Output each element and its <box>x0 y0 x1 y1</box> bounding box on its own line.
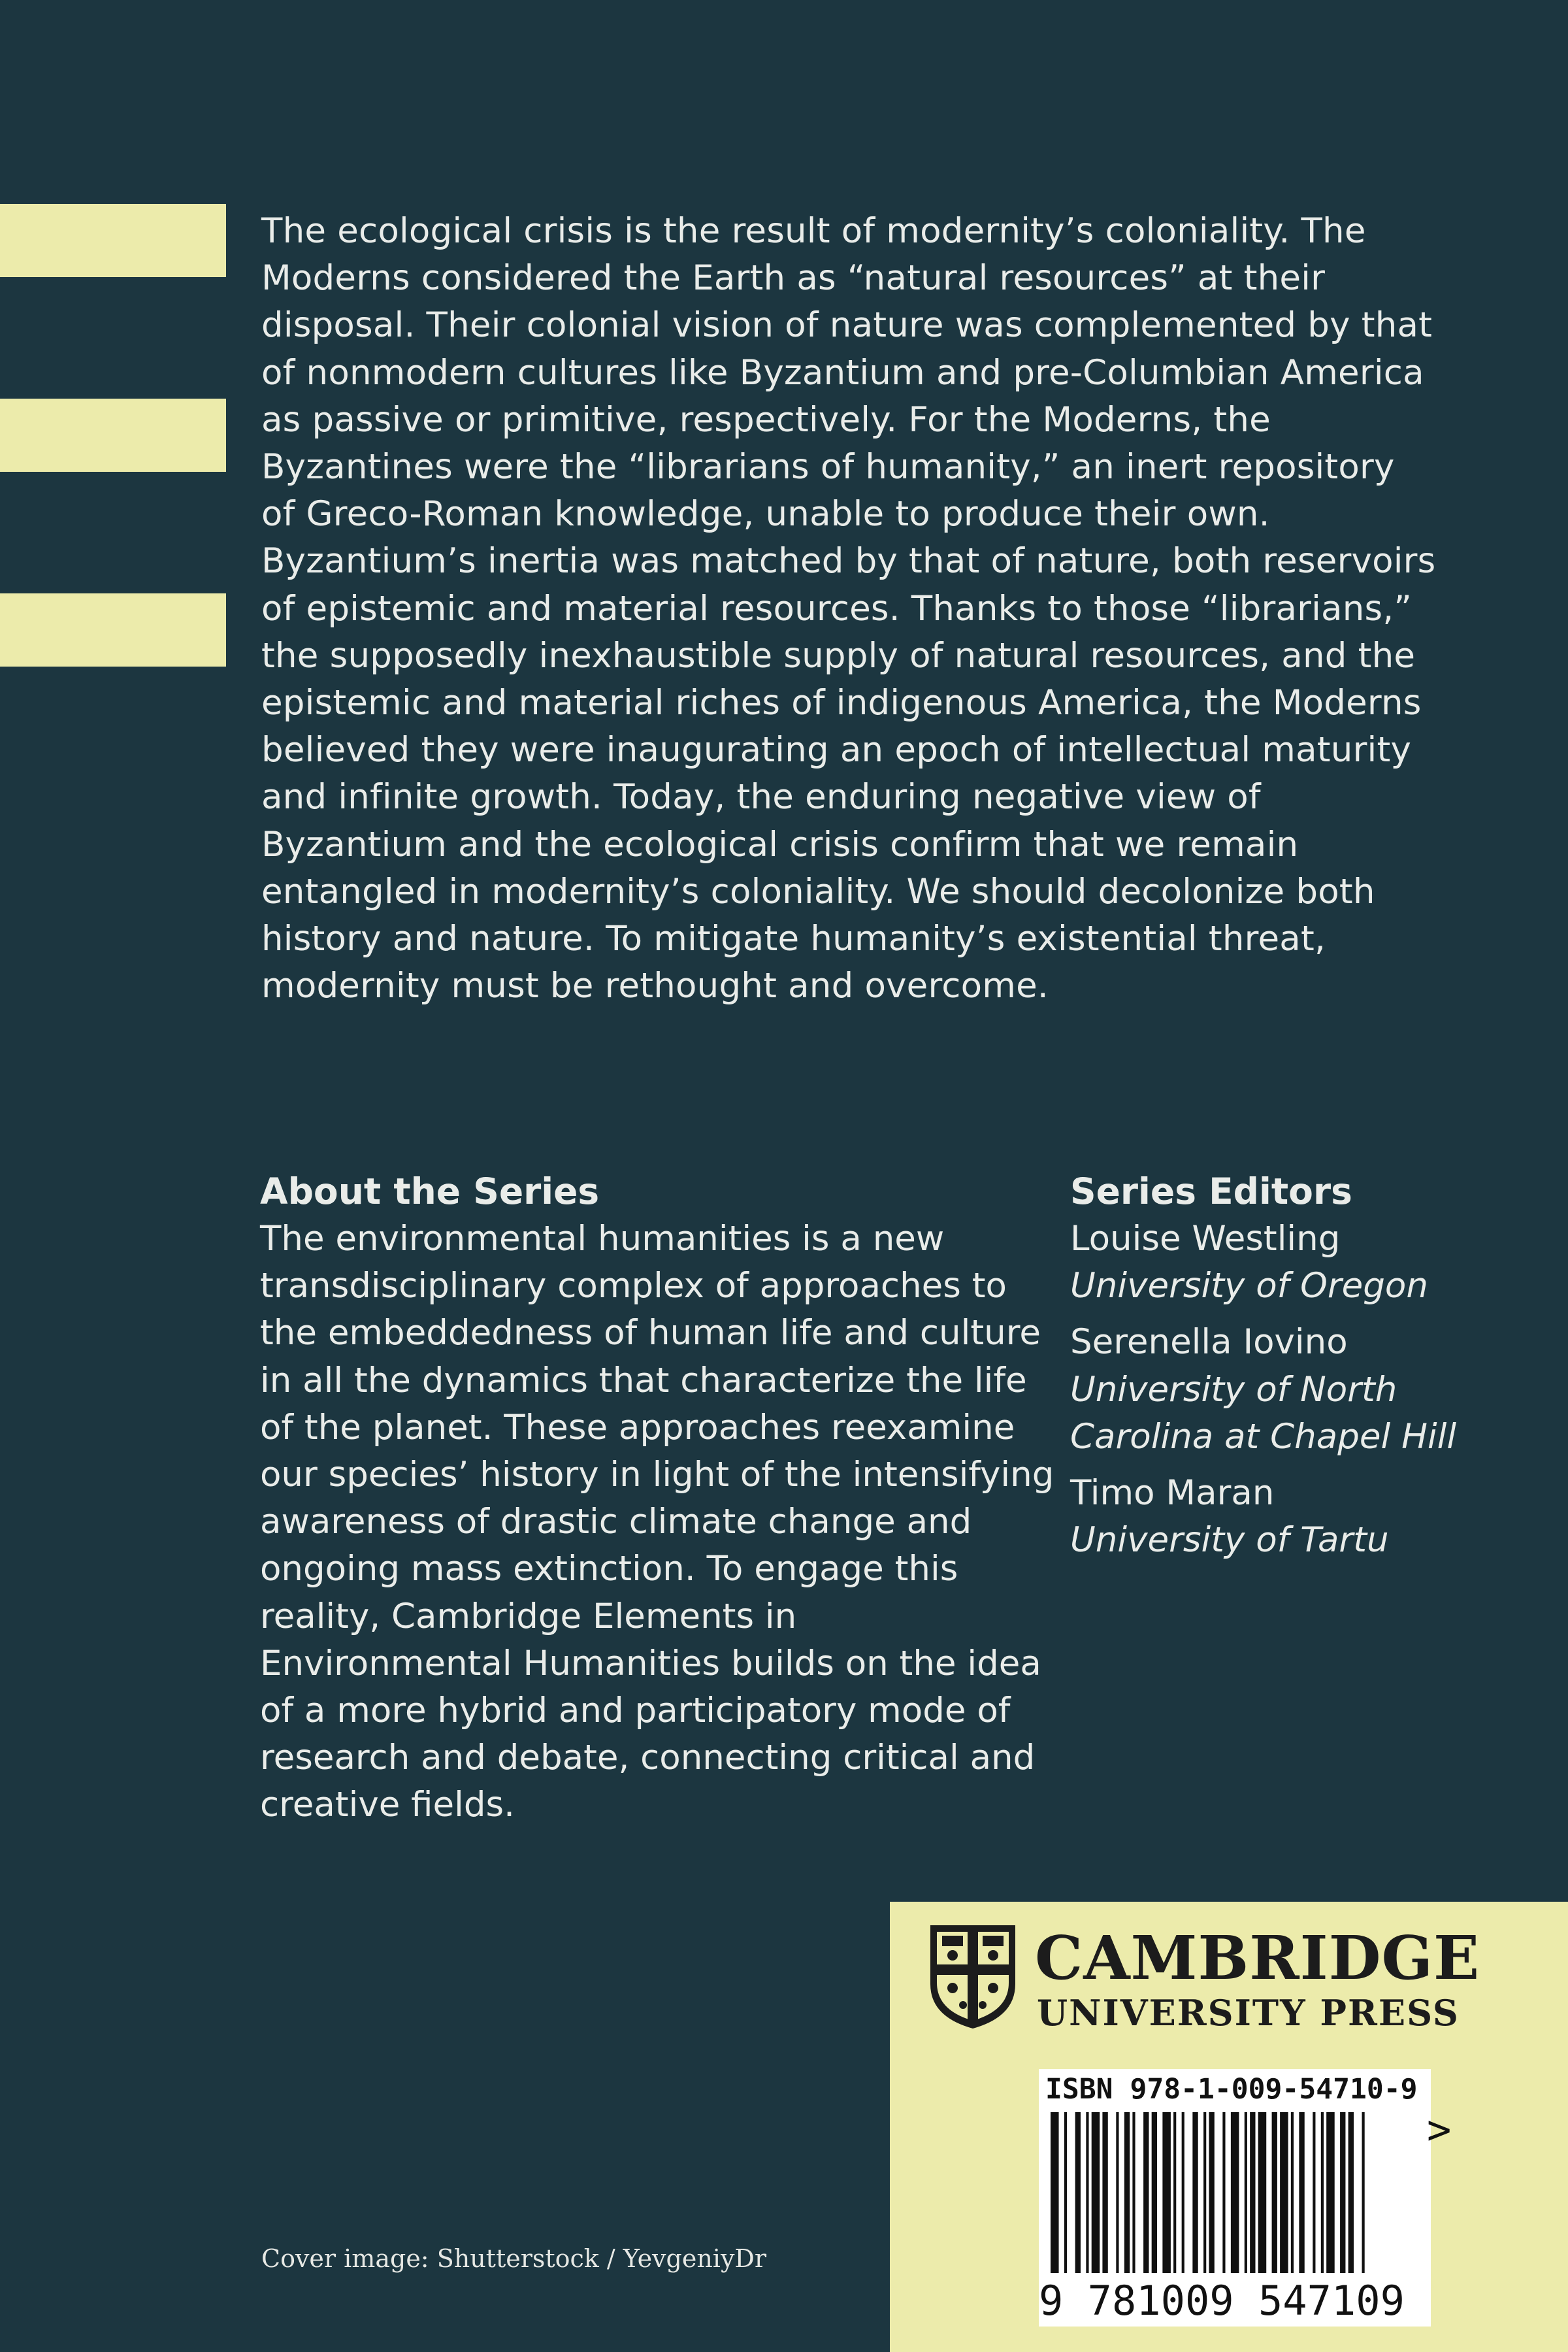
barcode-stripe <box>1182 2112 1184 2273</box>
barcode-stripe <box>1162 2112 1171 2273</box>
accent-bar-2 <box>0 399 226 472</box>
editor-name: Louise Westling <box>1070 1219 1341 1259</box>
isbn-barcode <box>1039 2069 1431 2327</box>
barcode-stripe <box>1280 2112 1288 2273</box>
publisher-panel <box>890 1902 1568 2352</box>
barcode-stripe <box>1245 2112 1247 2273</box>
about-series <box>260 1168 1057 1829</box>
barcode-stripe <box>1092 2112 1100 2273</box>
editor-affiliation: University of Oregon <box>1070 1266 1428 1306</box>
barcode-stripe <box>1272 2112 1277 2273</box>
barcode-stripe <box>1203 2112 1206 2273</box>
barcode-stripe <box>1075 2112 1081 2273</box>
editor-entry <box>1070 1470 1541 1564</box>
barcode-stripe <box>1132 2112 1135 2273</box>
editor-affiliation: University of North Carolina at Chapel Hill <box>1070 1369 1457 1457</box>
publisher-name: CAMBRIDGE <box>1035 1923 1480 1993</box>
editor-name: Serenella Iovino <box>1070 1322 1348 1363</box>
barcode-stripe <box>1064 2112 1067 2273</box>
barcode-stripe <box>1299 2112 1304 2273</box>
barcode-stripe <box>1152 2112 1157 2273</box>
cover-image-credit: Cover image: Shutterstock / YevgeniyDr <box>261 2244 767 2273</box>
barcode-stripe <box>1209 2112 1214 2273</box>
barcode-stripe <box>1326 2112 1335 2273</box>
barcode-stripe <box>1258 2112 1267 2273</box>
barcode-stripe <box>1321 2112 1324 2273</box>
barcode-digits: 9 781009 547109 <box>1039 2277 1405 2325</box>
isbn-label: ISBN 978-1-009-54710-9 <box>1045 2073 1418 2106</box>
editor-affiliation: University of Tartu <box>1070 1520 1389 1561</box>
barcode-stripe <box>1231 2112 1239 2273</box>
barcode-stripe <box>1348 2112 1354 2273</box>
about-series-text: The environmental humanities is a new transdisciplinary complex of approaches to the embeddedness of human life and culture in all the dynamics that characterize the life of the planet. These approaches reexamine our species’ history in light of the intensifying awareness of drastic climate change and ongoing mass extinction. To engage this reality, Cambridge Elements in Environmental Humanities builds on the idea of a more hybrid and participatory mode of research and debate, connecting critical and creative fields. <box>260 1219 1054 1825</box>
barcode-stripe <box>1051 2112 1059 2273</box>
barcode-stripe <box>1116 2112 1119 2273</box>
about-series-heading: About the Series <box>260 1170 600 1212</box>
barcode-stripe <box>1173 2112 1176 2273</box>
editor-entry <box>1070 1216 1541 1310</box>
barcode-stripe <box>1250 2112 1255 2273</box>
series-editors <box>1070 1168 1541 1573</box>
cambridge-crest-icon <box>929 1924 1017 2030</box>
barcode-stripe <box>1222 2112 1225 2273</box>
editor-name: Timo Maran <box>1070 1473 1275 1514</box>
barcode-stripe <box>1124 2112 1130 2273</box>
barcode-stripe <box>1340 2112 1345 2273</box>
barcode-stripe <box>1192 2112 1198 2273</box>
barcode-chevron: > <box>1427 2106 1452 2153</box>
barcode-stripe <box>1086 2112 1088 2273</box>
series-editors-heading: Series Editors <box>1070 1170 1352 1212</box>
accent-bar-1 <box>0 204 226 277</box>
barcode-stripe <box>1102 2112 1107 2273</box>
barcode-stripe <box>1291 2112 1294 2273</box>
accent-bar-3 <box>0 593 226 667</box>
publisher-subname: UNIVERSITY PRESS <box>1037 1992 1460 2034</box>
book-blurb: The ecological crisis is the result of modernity’s coloniality. The Moderns considered the Earth as “natural resources” at their disposal. Their colonial vision of nature was complemented by that of nonmodern cultures like Byzantium and pre-Columbian America as passive or primitive, respectively. For the Moderns, the Byzantines were the “librarians of humanity,” an inert repository of Greco-Roman knowledge, unable to produce their own. Byzantium’s inertia was matched by that of nature, both reservoirs of epistemic and material resources. Thanks to those “librarians,” the supposedly inexhaustible supply of natural resources, and the epistemic and material riches of indigenous America, the Moderns believed they were inaugurating an epoch of intellectual maturity and infinite growth. Today, the enduring negative view of Byzantium and the ecological crisis confirm that we remain entangled in modernity’s coloniality. We should decolonize both history and nature. To mitigate humanity’s existential threat, modernity must be rethought and overcome. <box>261 211 1436 1006</box>
barcode-stripe <box>1143 2112 1149 2273</box>
editor-entry <box>1070 1319 1541 1461</box>
barcode-stripe <box>1362 2112 1365 2273</box>
barcode-stripe <box>1313 2112 1315 2273</box>
barcode-bars <box>1039 2112 1431 2273</box>
